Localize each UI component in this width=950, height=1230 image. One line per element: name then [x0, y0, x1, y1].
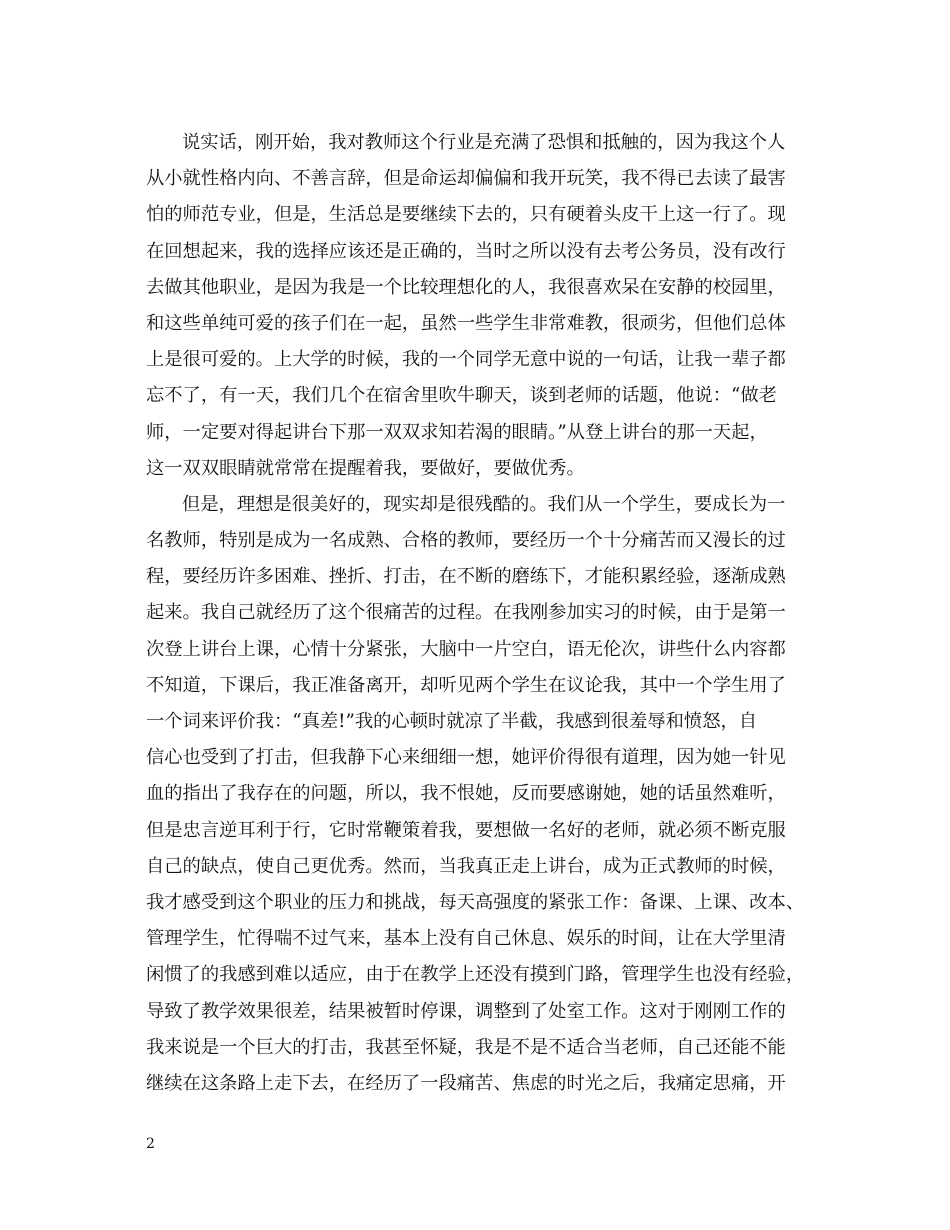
- paragraph-1-line-9: 师，一定要对得起讲台下那一双双求知若渴的眼睛。”从登上讲台的那一天起，: [146, 421, 768, 443]
- paragraph-2-line-6: 不知道，下课后，我正准备离开，却听见两个学生在议论我，其中一个学生用了: [146, 674, 786, 696]
- paragraph-2-line-7: 一个词来评价我：“真差!”我的心顿时就凉了半截，我感到很羞辱和愤怒，自: [146, 711, 758, 732]
- paragraph-2-line-12: 我才感受到这个职业的压力和挑战，每天高强度的紧张工作：备课、上课、改本、: [146, 891, 805, 913]
- paragraph-1-line-8: 忘不了，有一天，我们几个在宿舍里吹牛聊天，谈到老师的话题，他说：“做老: [146, 385, 777, 407]
- paragraph-2-line-11: 自己的缺点，使自己更优秀。然而，当我真正走上讲台，成为正式教师的时候，: [146, 855, 786, 877]
- paragraph-2-line-9: 血的指出了我存在的问题，所以，我不恨她，反而要感谢她，她的话虽然难听，: [146, 783, 786, 805]
- paragraph-2-line-3: 程，要经历许多困难、挫折、打击，在不断的磨练下，才能积累经验，逐渐成熟: [146, 566, 786, 588]
- paragraph-2-line-1: 但是，理想是很美好的，现实却是很残酷的。我们从一个学生，要成长为一: [182, 493, 786, 515]
- paragraph-1-line-10: 这一双双眼睛就常常在提醒着我，要做好，要做优秀。: [146, 457, 585, 479]
- paragraph-2-line-16: 我来说是一个巨大的打击，我甚至怀疑，我是不是不适合当老师，自己还能不能: [146, 1036, 786, 1058]
- paragraph-2-line-4: 起来。我自己就经历了这个很痛苦的过程。在我刚参加实习的时候，由于是第一: [146, 602, 786, 624]
- paragraph-1-line-3: 怕的师范专业，但是，生活总是要继续下去的，只有硬着头皮干上这一行了。现: [146, 204, 786, 226]
- paragraph-2-line-15: 导致了教学效果很差，结果被暂时停课，调整到了处室工作。这对于刚刚工作的: [146, 1000, 786, 1022]
- paragraph-1-line-2: 从小就性格内向、不善言辞，但是命运却偏偏和我开玩笑，我不得已去读了最害: [146, 168, 786, 190]
- paragraph-1-line-4: 在回想起来，我的选择应该还是正确的，当时之所以没有去考公务员，没有改行: [146, 240, 786, 262]
- paragraph-2-line-10: 但是忠言逆耳利于行，它时常鞭策着我，要想做一名好的老师，就必须不断克服: [146, 819, 786, 841]
- paragraph-1-line-6: 和这些单纯可爱的孩子们在一起，虽然一些学生非常难教，很顽劣，但他们总体: [146, 312, 786, 334]
- paragraph-1-line-1: 说实话，刚开始，我对教师这个行业是充满了恐惧和抵触的，因为我这个人: [182, 132, 786, 153]
- document-body: [146, 125, 810, 1102]
- paragraph-2-line-2: 名教师，特别是成为一名成熟、合格的教师，要经历一个十分痛苦而又漫长的过: [146, 530, 786, 552]
- paragraph-2-line-5: 次登上讲台上课，心情十分紧张，大脑中一片空白，语无伦次，讲些什么内容都: [146, 638, 786, 660]
- paragraph-2-line-13: 管理学生，忙得喘不过气来，基本上没有自己休息、娱乐的时间，让在大学里清: [146, 928, 786, 950]
- paragraph-1-line-7: 上是很可爱的。上大学的时候，我的一个同学无意中说的一句话，让我一辈子都: [146, 349, 786, 371]
- paragraph-2-line-17: 继续在这条路上走下去，在经历了一段痛苦、焦虑的时光之后，我痛定思痛，开: [146, 1072, 786, 1094]
- paragraph-1-line-5: 去做其他职业，是因为我是一个比较理想化的人，我很喜欢呆在安静的校园里，: [146, 276, 786, 298]
- paragraph-2-line-8: 信心也受到了打击，但我静下心来细细一想，她评价得很有道理，因为她一针见: [146, 747, 786, 769]
- page-number: 2: [146, 1136, 155, 1152]
- paragraph-2-line-14: 闲惯了的我感到难以适应，由于在教学上还没有摸到门路，管理学生也没有经验，: [146, 964, 805, 986]
